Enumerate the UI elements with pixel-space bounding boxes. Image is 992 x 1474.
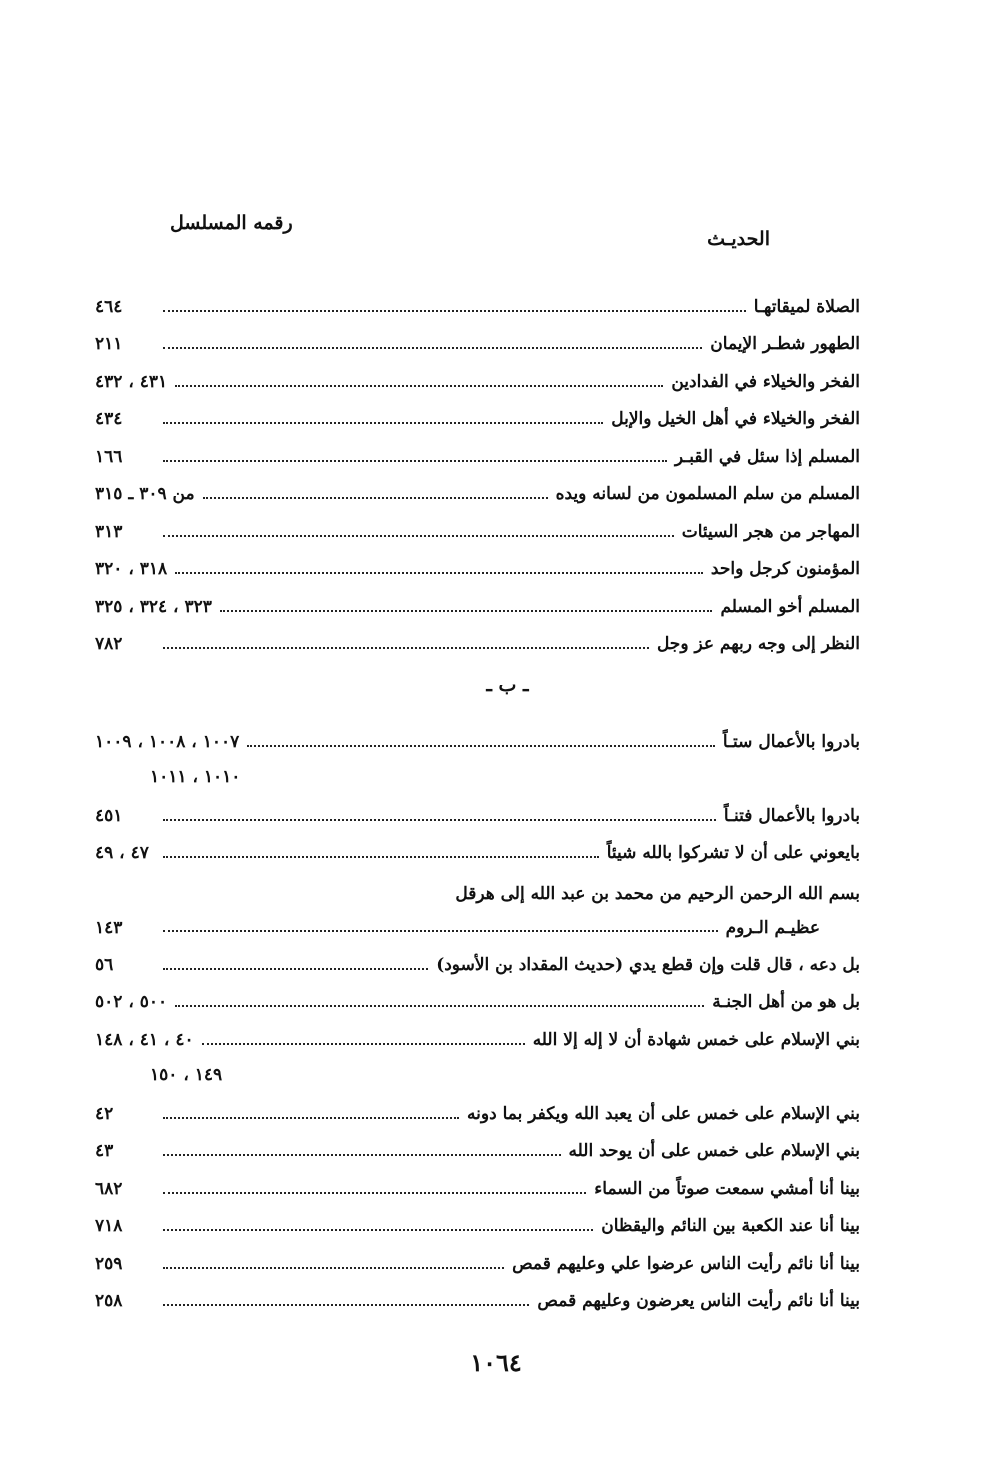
index-entry — [95, 543, 860, 581]
serial-number: ٧٨٢ — [95, 634, 123, 654]
serial-number: ٣١٣ — [95, 521, 123, 542]
dot-leader — [163, 819, 716, 821]
index-entry — [95, 1085, 860, 1125]
hadith-text: المسلم أخو المسلم — [720, 596, 860, 617]
index-entry — [95, 505, 860, 543]
serial-number: ٤٣١ ، ٤٣٢ — [95, 371, 168, 392]
hadith-text-line: بسم الله الرحمن الرحيم من محمد بن عبد الله إلى هرقل — [455, 884, 860, 904]
hadith-text: بني الإسلام على خمس على أن يعبد الله ويكفر بما دونه — [467, 1103, 860, 1124]
dot-leader — [163, 647, 649, 649]
hadith-text: بني الإسلام على خمس على أن يوحد الله — [568, 1141, 860, 1161]
serial-number: ٧١٨ — [95, 1216, 123, 1236]
hadith-text: بادروا بالأعمال فتنـاً — [723, 805, 860, 826]
serial-number: ٣٢٣ ، ٣٢٤ ، ٣٢٥ — [95, 596, 212, 617]
serial-number: ٥٦ — [95, 954, 114, 975]
index-entry — [95, 393, 860, 431]
hadith-text: المسلم إذا سئل في القبـر — [674, 446, 860, 467]
index-entry — [95, 318, 860, 356]
serial-number: ٢٥٨ — [95, 1291, 123, 1311]
serial-number: ١٠١٠ ، ١٠١١ — [150, 766, 241, 787]
serial-number: ٤٠ ، ٤١ ، ١٤٨ — [95, 1029, 194, 1050]
index-entry — [95, 938, 860, 976]
index-entry — [95, 355, 860, 393]
dot-leader — [175, 385, 663, 387]
index-entry — [95, 580, 860, 618]
dot-leader — [203, 497, 548, 499]
serial-number: ٤٣٤ — [95, 409, 123, 429]
dot-leader — [163, 1304, 529, 1306]
index-entry — [95, 787, 860, 827]
index-entry — [95, 280, 860, 318]
dot-leader — [163, 968, 428, 970]
hadith-text: بادروا بالأعمال ستـاً — [722, 731, 860, 752]
dot-leader — [163, 856, 599, 858]
serial-number: ٦٨٢ — [95, 1178, 123, 1199]
dot-leader — [220, 610, 713, 612]
serial-number: ٣١٨ ، ٣٢٠ — [95, 559, 168, 579]
serial-number: ١٠٠٧ ، ١٠٠٨ ، ١٠٠٩ — [95, 731, 240, 752]
dot-leader — [163, 1154, 561, 1156]
serial-number: ٤٣ — [95, 1141, 114, 1161]
index-entry — [95, 1013, 860, 1051]
hadith-text: الطهور شطـر الإيمان — [710, 334, 860, 354]
hadith-text: بينا أنا نائم رأيت الناس يعرضون وعليهم قمص — [537, 1291, 860, 1311]
dot-leader — [163, 1267, 504, 1269]
index-entry — [95, 1237, 860, 1275]
index-entry — [95, 430, 860, 468]
index-entry — [95, 618, 860, 656]
index-entry — [95, 1162, 860, 1200]
serial-number-continuation — [95, 753, 860, 787]
index-entry — [95, 468, 860, 506]
serial-number: ٢٥٩ — [95, 1253, 123, 1274]
hadith-text: الصلاة لميقاتهـا — [753, 296, 860, 317]
dot-leader — [175, 1005, 704, 1007]
index-entry — [95, 1275, 860, 1313]
hadith-text: الفخر والخيلاء في الفدادين — [671, 371, 860, 392]
dot-leader — [163, 422, 603, 424]
dot-leader — [163, 310, 746, 312]
dot-leader — [163, 347, 702, 349]
serial-number: ٢١١ — [95, 334, 123, 354]
section-divider: ـ ب ـ — [486, 674, 529, 696]
index-entry — [95, 1125, 860, 1163]
serial-number: ٤٥١ — [95, 805, 123, 826]
dot-leader — [163, 1192, 586, 1194]
serial-number-continuation — [95, 1051, 860, 1085]
serial-number: ١٤٣ — [95, 918, 123, 938]
index-entry — [95, 1200, 860, 1238]
hadith-text: بل هو من أهل الجنـة — [712, 992, 860, 1012]
serial-number: ٤٧ ، ٤٩ — [95, 843, 149, 863]
hadith-text: بني الإسلام على خمس شهادة أن لا إله إلا الله — [532, 1029, 860, 1050]
page-number: ١٠٦٤ — [470, 1348, 522, 1377]
dot-leader — [175, 572, 703, 574]
hadith-column-heading: الحديـث — [707, 228, 770, 250]
dot-leader — [163, 1117, 459, 1119]
index-entry — [95, 904, 860, 938]
dot-leader — [247, 745, 715, 747]
serial-number: ١٤٩ ، ١٥٠ — [150, 1064, 223, 1085]
serial-number: ١٦٦ — [95, 446, 123, 467]
hadith-index-list — [95, 280, 860, 1312]
serial-number: ٤٢ — [95, 1103, 114, 1124]
dot-leader — [163, 535, 674, 537]
hadith-text: المسلم من سلم المسلمون من لسانه ويده — [555, 484, 860, 504]
dot-leader — [163, 460, 667, 462]
serial-number: ٤٦٤ — [95, 296, 123, 317]
serial-number: من ٣٠٩ ـ ٣١٥ — [95, 484, 195, 504]
serial-number-column-heading: رقمه المسلسل — [170, 212, 293, 234]
serial-number: ٥٠٠ ، ٥٠٢ — [95, 992, 168, 1012]
hadith-text: الفخر والخيلاء في أهل الخيل والإبل — [611, 409, 860, 429]
hadith-text: عظيـم الـروم — [725, 918, 820, 938]
hadith-text: المؤمنون كرجل واحد — [710, 559, 860, 579]
index-entry — [95, 715, 860, 753]
hadith-text: بينا أنا عند الكعبة بين النائم واليقظان — [601, 1216, 860, 1236]
hadith-text: بل دعه ، قال قلت وإن قطع يدي (حديث المقداد بن الأسود) — [436, 954, 860, 975]
dot-leader — [163, 930, 718, 932]
dot-leader — [163, 1229, 593, 1231]
index-entry — [95, 827, 860, 865]
index-entry — [95, 976, 860, 1014]
hadith-text: المهاجر من هجر السيئات — [681, 521, 860, 542]
hadith-text: بينا أنا نائم رأيت الناس عرضوا علي وعليهم قمص — [512, 1253, 860, 1274]
hadith-text: بينا أنا أمشي سمعت صوتاً من السماء — [594, 1178, 860, 1199]
column-headers — [170, 212, 770, 258]
dot-leader — [202, 1043, 525, 1045]
hadith-text: بايعوني على أن لا تشركوا بالله شيئاً — [606, 843, 860, 863]
hadith-text: النظر إلى وجه ربهم عز وجل — [656, 634, 860, 654]
